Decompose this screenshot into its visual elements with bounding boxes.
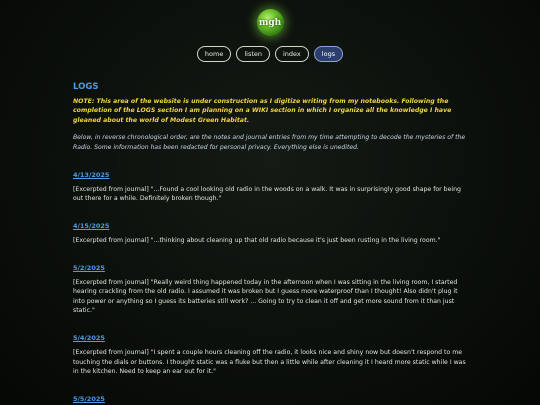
entry-text: [Excerpted from journal] "...Found a cool looking old radio in the woods on a walk. It was in surprisingly good shape for being out there for a while. Definitely broken though." [73, 185, 461, 203]
logs-content [73, 82, 468, 405]
nav-home-button[interactable]: home [197, 46, 231, 62]
entry-text: [Excerpted from journal] "...thinking about cleaning up that old radio because it's just been rusting in the living room." [73, 237, 441, 244]
page-title: LOGS [73, 82, 99, 92]
entry-date-link[interactable]: 4/13/2025 [73, 170, 110, 179]
entry-text: [Excerpted from journal] "I spent a couple hours cleaning off the radio, it looks nice and shiny now but doesn't respond to me touching the dials or buttons. I thought static was a fluke but then a little while after cleaning it I heard more static while I was in the kitchen. Need to keep an ear out for it." [73, 348, 466, 376]
logo-container [0, 9, 540, 36]
log-entry [73, 162, 468, 204]
log-entry [73, 386, 468, 405]
entry-date-link[interactable]: 5/4/2025 [73, 333, 105, 342]
logo[interactable] [257, 9, 284, 36]
construction-note: NOTE: This area of the website is under construction as I digitize writing from my notebooks. Following the completion of the LOGS section I am planning on a WIKI section in which I organize all the knowledge I have gleaned about the world of Modest Green Habitat. [73, 98, 452, 124]
nav-listen-button[interactable]: listen [236, 46, 270, 62]
logo-text: mgh [258, 17, 282, 28]
main-nav [0, 46, 540, 62]
nav-logs-button[interactable]: logs [314, 46, 343, 62]
entry-date-link[interactable]: 5/2/2025 [73, 263, 105, 272]
intro-text: Below, in reverse chronological order, are the notes and journal entries from my time attempting to decode the mysteries of the Radio. Some information has been redacted for personal privacy. Everything else is unedited. [73, 134, 466, 151]
entry-date-link[interactable]: 4/15/2025 [73, 222, 110, 230]
log-entry [73, 213, 468, 246]
nav-index-button[interactable]: index [275, 46, 309, 62]
entry-text: [Excerpted from journal] "Really weird thing happened today in the afternoon when I was sitting in the living room, I started hearing crackling from the old radio. I assumed it was broken but I guess more waterproof than I thought! Also didn't plug it into power or anything so I guess its batteries still work? ... Going to try to clean it off and get more sound from it than just static." [73, 278, 458, 315]
entry-date-link[interactable]: 5/5/2025 [73, 394, 105, 403]
log-entry [73, 255, 468, 316]
log-entry [73, 325, 468, 377]
